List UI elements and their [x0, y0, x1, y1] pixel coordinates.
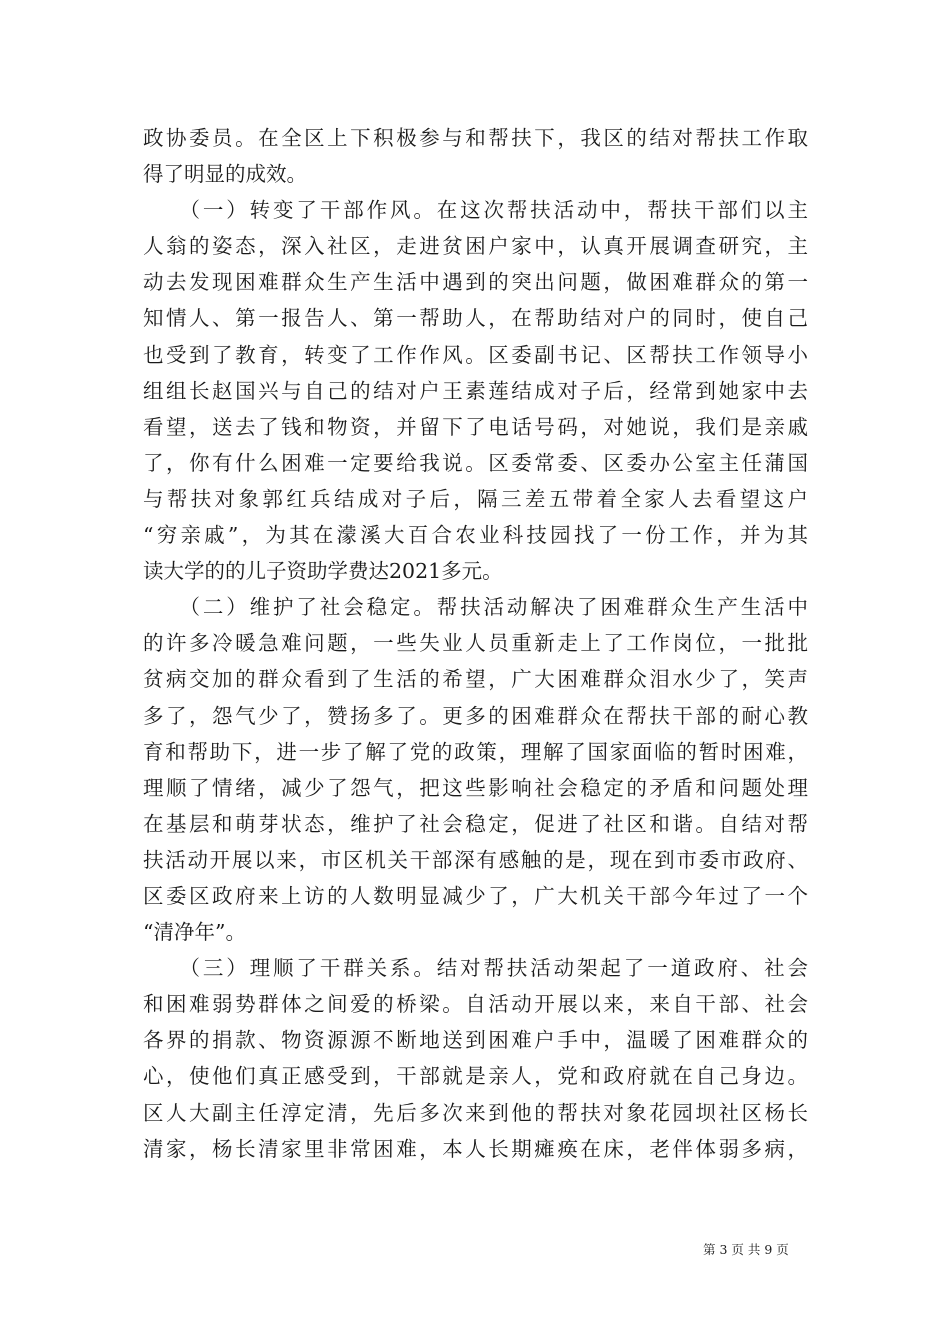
- text-line: 读大学的的儿子资助学费达2021多元。: [143, 559, 503, 584]
- text-line: 也受到了教育，转变了工作作风。区委副书记、区帮扶工作领导小: [143, 342, 808, 367]
- text-line: 政协委员。在全区上下积极参与和帮扶下，我区的结对帮扶工作取: [143, 126, 808, 150]
- text-line: 贫病交加的群众看到了生活的希望，广大困难群众泪水少了，笑声: [143, 667, 808, 692]
- text-line: 与帮扶对象郭红兵结成对子后，隔三差五带着全家人去看望这户: [143, 486, 808, 511]
- text-line: 知情人、第一报告人、第一帮助人，在帮助结对户的同时，使自己: [143, 306, 808, 331]
- text-line: 育和帮助下，进一步了解了党的政策，理解了国家面临的暂时困难，: [143, 739, 808, 764]
- text-line: （二）维护了社会稳定。帮扶活动解决了困难群众生产生活中: [143, 595, 808, 620]
- text-line: 心，使他们真正感受到，干部就是亲人，党和政府就在自己身边。: [143, 1064, 808, 1089]
- text-line: “穷亲戚”，为其在濛溪大百合农业科技园找了一份工作，并为其: [143, 523, 808, 548]
- text-line: 扶活动开展以来，市区机关干部深有感触的是，现在到市委市政府、: [143, 847, 808, 872]
- text-line: 和困难弱势群体之间爱的桥梁。自活动开展以来，来自干部、社会: [143, 992, 808, 1017]
- text-line: 得了明显的成效。: [143, 162, 307, 187]
- text-line: 清家，杨长清家里非常困难，本人长期瘫痪在床，老伴体弱多病，: [143, 1136, 808, 1161]
- text-line: 了，你有什么困难一定要给我说。区委常委、区委办公室主任蒲国: [143, 450, 808, 475]
- text-line: 在基层和萌芽状态，维护了社会稳定，促进了社区和谐。自结对帮: [143, 811, 808, 836]
- text-line: 区人大副主任淳定清，先后多次来到他的帮扶对象花园坝社区杨长: [143, 1100, 808, 1125]
- text-line: “清净年”。: [143, 920, 246, 945]
- text-line: （三）理顺了干群关系。结对帮扶活动架起了一道政府、社会: [143, 956, 808, 981]
- text-line: 动去发现困难群众生产生活中遇到的突出问题，做困难群众的第一: [143, 270, 808, 295]
- text-line: 组组长赵国兴与自己的结对户王素莲结成对子后，经常到她家中去: [143, 378, 808, 403]
- page-number: 第 3 页 共 9 页: [703, 1242, 789, 1257]
- text-line: 看望，送去了钱和物资，并留下了电话号码，对她说，我们是亲戚: [143, 414, 808, 439]
- text-line: 多了，怨气少了，赞扬多了。更多的困难群众在帮扶干部的耐心教: [143, 703, 808, 728]
- text-line: 的许多冷暖急难问题，一些失业人员重新走上了工作岗位，一批批: [143, 631, 808, 656]
- text-line: 理顺了情绪，减少了怨气，把这些影响社会稳定的矛盾和问题处理: [143, 775, 808, 800]
- text-line: 人翁的姿态，深入社区，走进贫困户家中，认真开展调查研究，主: [143, 234, 808, 259]
- text-line: 各界的捐款、物资源源不断地送到困难户手中，温暖了困难群众的: [143, 1028, 808, 1053]
- body-text: [143, 120, 808, 1167]
- text-line: 区委区政府来上访的人数明显减少了，广大机关干部今年过了一个: [143, 883, 808, 908]
- text-line: （一）转变了干部作风。在这次帮扶活动中，帮扶干部们以主: [143, 198, 808, 223]
